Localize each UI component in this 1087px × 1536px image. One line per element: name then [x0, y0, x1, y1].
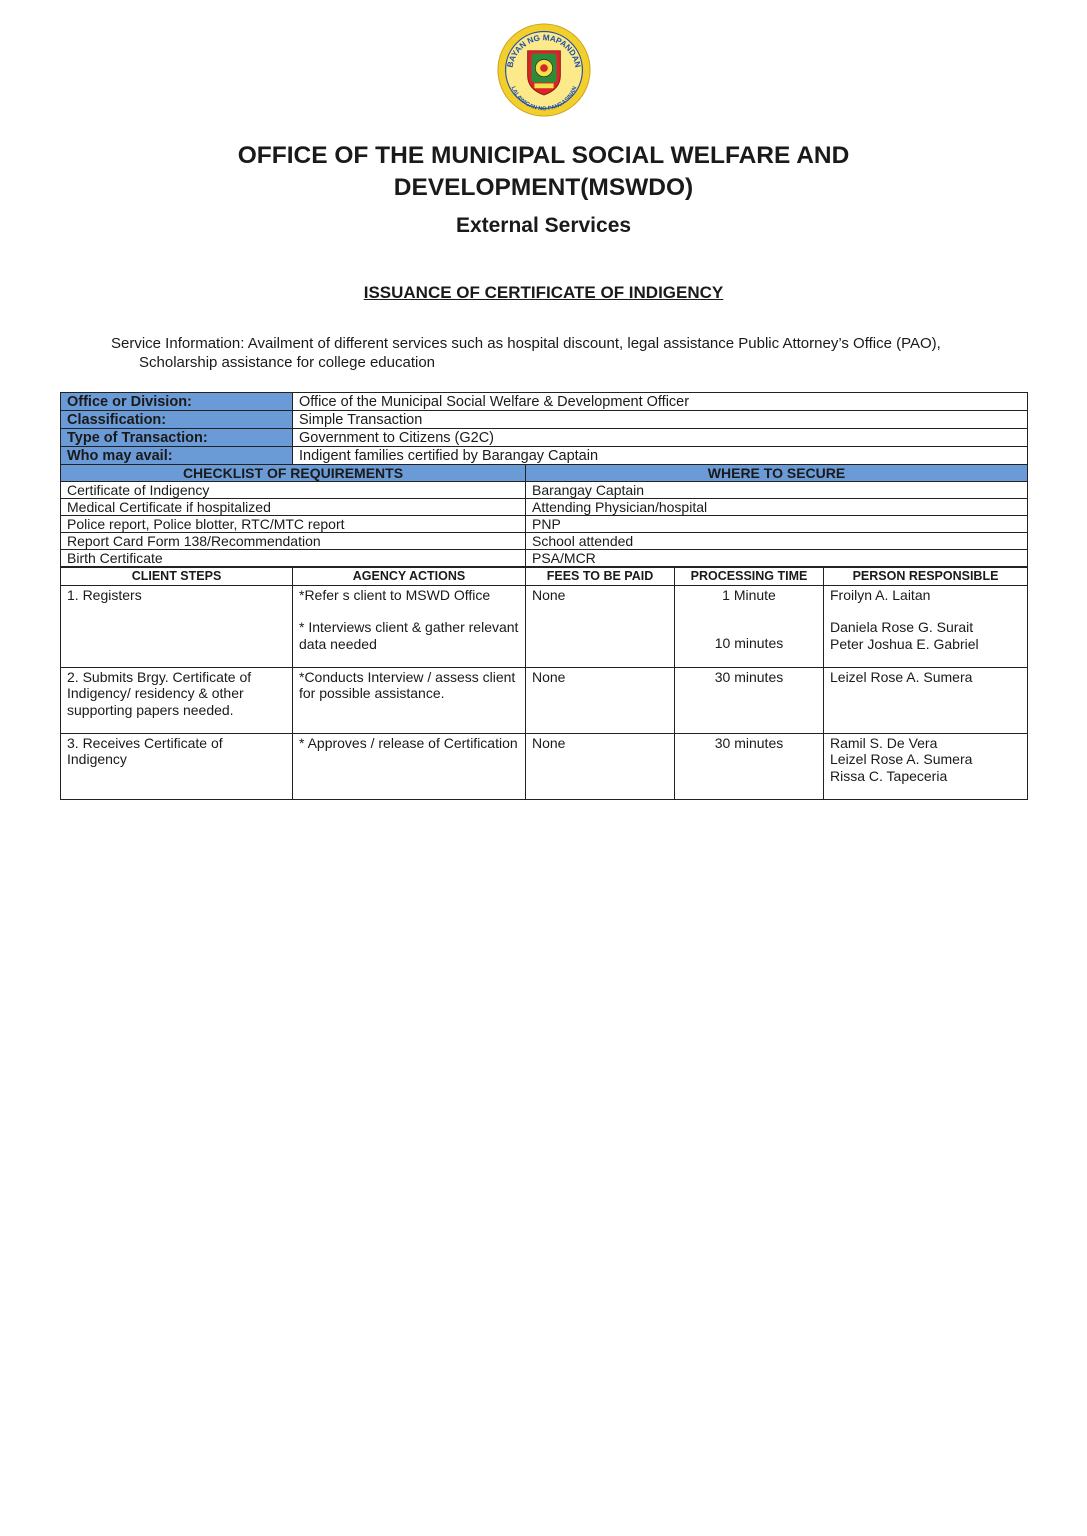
info-value: Indigent families certified by Barangay Captain: [293, 447, 1028, 465]
person-name: Leizel Rose A. Sumera: [824, 667, 1028, 733]
client-steps-table: [60, 567, 1028, 800]
page-subtitle: External Services: [455, 214, 632, 237]
service-info-line-2: Scholarship assistance for college education: [139, 354, 436, 371]
agency-action: *Conducts Interview / assess client for possible assistance.: [293, 667, 526, 733]
where-to-secure-header: WHERE TO SECURE: [526, 465, 1028, 482]
info-value: Government to Citizens (G2C): [293, 429, 1028, 447]
requirement-source: Attending Physician/hospital: [526, 499, 1028, 516]
processing-time-value: 1 Minute: [722, 586, 776, 603]
info-label: Classification:: [61, 411, 293, 429]
requirement-item: Police report, Police blotter, RTC/MTC report: [61, 516, 526, 533]
page-title-line-1: OFFICE OF THE MUNICIPAL SOCIAL WELFARE AND: [237, 142, 850, 169]
person-name: Peter Joshua E. Gabriel: [830, 635, 979, 652]
persons-responsible: [824, 733, 1028, 799]
processing-time: 30 minutes: [675, 667, 824, 733]
persons-responsible: [824, 585, 1028, 667]
requirement-source: PSA/MCR: [526, 550, 1028, 567]
service-info-table: [60, 392, 1028, 567]
client-step: 1. Registers: [61, 585, 293, 667]
agency-action: * Interviews client & gather relevant data needed: [299, 619, 519, 652]
step-row-2: [61, 667, 1028, 733]
service-information: [111, 334, 1011, 372]
municipal-seal-logo: [496, 22, 592, 118]
column-header-fees: FEES TO BE PAID: [526, 568, 675, 586]
agency-action: * Approves / release of Certification: [293, 733, 526, 799]
fee: None: [526, 667, 675, 733]
column-header-person-responsible: PERSON RESPONSIBLE: [824, 568, 1028, 586]
requirement-row: [61, 516, 1028, 533]
requirements-header-row: [61, 465, 1028, 482]
requirement-row: [61, 482, 1028, 499]
person-name: Ramil S. De Vera: [830, 734, 938, 751]
column-header-processing-time: PROCESSING TIME: [675, 568, 824, 586]
info-row-who-may-avail: [61, 447, 1028, 465]
person-name: Daniela Rose G. Surait: [830, 619, 974, 635]
agency-action: *Refer s client to MSWD Office: [299, 586, 491, 603]
requirement-source: School attended: [526, 533, 1028, 550]
processing-time: [675, 585, 824, 667]
step-row-3: [61, 733, 1028, 799]
info-label: Who may avail:: [61, 447, 293, 465]
requirement-row: [61, 533, 1028, 550]
requirement-item: Report Card Form 138/Recommendation: [61, 533, 526, 550]
page-title: [0, 140, 1087, 204]
column-header-client-steps: CLIENT STEPS: [61, 568, 293, 586]
processing-time-value: 10 minutes: [714, 635, 784, 651]
info-value: Office of the Municipal Social Welfare & Development Officer: [293, 393, 1028, 411]
page-title-line-2: DEVELOPMENT(MSWDO): [393, 174, 694, 201]
seal-bottom-text: LALAWIGAN NG PANGASINAN: [509, 85, 579, 113]
info-value: Simple Transaction: [293, 411, 1028, 429]
requirement-row: [61, 550, 1028, 567]
service-info-line-1: Service Information: Availment of different services such as hospital discount, legal assistance Public Attorney’s Office (PAO),: [111, 335, 941, 352]
client-step: 2. Submits Brgy. Certificate of Indigency/ residency & other supporting papers needed.: [61, 667, 293, 733]
requirement-row: [61, 499, 1028, 516]
person-name: Froilyn A. Laitan: [830, 586, 931, 603]
processing-time: 30 minutes: [675, 733, 824, 799]
info-row-transaction-type: [61, 429, 1028, 447]
fee: None: [526, 733, 675, 799]
requirement-item: Medical Certificate if hospitalized: [61, 499, 526, 516]
agency-actions: [293, 585, 526, 667]
person-name: Leizel Rose A. Sumera: [830, 751, 973, 767]
info-row-classification: [61, 411, 1028, 429]
steps-header-row: [61, 568, 1028, 586]
requirement-item: Birth Certificate: [61, 550, 526, 567]
fee: None: [526, 585, 675, 667]
info-label: Office or Division:: [61, 393, 293, 411]
info-row-office: [61, 393, 1028, 411]
info-label: Type of Transaction:: [61, 429, 293, 447]
column-header-agency-actions: AGENCY ACTIONS: [293, 568, 526, 586]
requirement-item: Certificate of Indigency: [61, 482, 526, 499]
section-heading: ISSUANCE OF CERTIFICATE OF INDIGENCY: [363, 283, 724, 302]
requirement-source: PNP: [526, 516, 1028, 533]
checklist-header: CHECKLIST OF REQUIREMENTS: [61, 465, 526, 482]
requirement-source: Barangay Captain: [526, 482, 1028, 499]
person-name: Rissa C. Tapeceria: [830, 767, 948, 784]
step-row-1: [61, 585, 1028, 667]
client-step: 3. Receives Certificate of Indigency: [61, 733, 293, 799]
seal-top-text: BAYAN NG MAPANDAN: [505, 33, 583, 69]
